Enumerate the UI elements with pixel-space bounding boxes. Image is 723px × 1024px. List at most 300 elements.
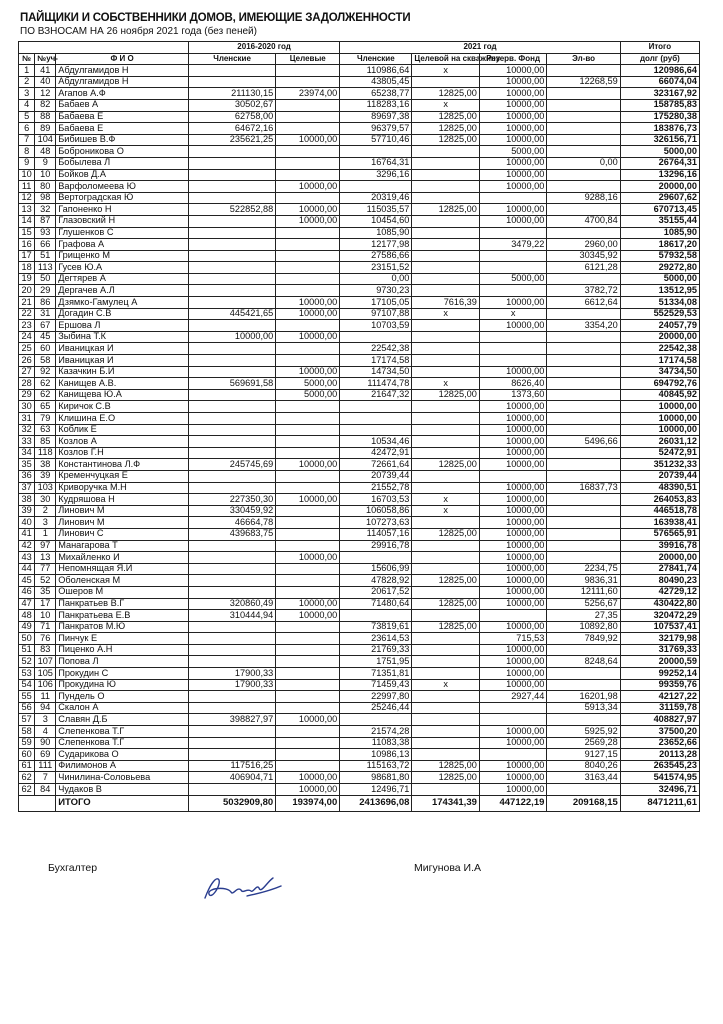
cell-owner-name: Прокудина Ю <box>56 679 189 691</box>
cell-membership-2021: 21552,78 <box>340 482 412 494</box>
cell-membership-2016: 46664,78 <box>188 517 275 529</box>
table-row <box>19 215 700 227</box>
cell-well-2021 <box>412 552 480 564</box>
cell-target-2016 <box>276 123 340 135</box>
table-row <box>19 575 700 587</box>
cell-reserve-2021: 10000,00 <box>479 447 547 459</box>
cell-electricity <box>547 644 620 656</box>
cell-membership-2021: 10703,59 <box>340 320 412 332</box>
table-row <box>19 621 700 633</box>
cell-owner-name: Филимонов А <box>56 760 189 772</box>
col-header-target-2016: Целевые <box>276 53 340 65</box>
cell-well-2021 <box>412 714 480 726</box>
cell-total-debt: 40845,92 <box>620 389 699 401</box>
cell-reserve-2021: 10000,00 <box>479 737 547 749</box>
cell-row-number: 55 <box>19 691 35 703</box>
cell-well-2021 <box>412 169 480 181</box>
cell-owner-name: Грищенко М <box>56 250 189 262</box>
col-header-electricity: Эл-во <box>547 53 620 65</box>
cell-target-2016 <box>276 633 340 645</box>
cell-target-2016: 10000,00 <box>276 181 340 193</box>
cell-target-2016 <box>276 146 340 158</box>
cell-row-number: 4 <box>19 99 35 111</box>
cell-target-2016 <box>276 668 340 680</box>
cell-owner-name: Сударикова О <box>56 749 189 761</box>
table-row <box>19 88 700 100</box>
cell-membership-2021: 25246,44 <box>340 702 412 714</box>
cell-well-2021 <box>412 633 480 645</box>
cell-electricity <box>547 447 620 459</box>
table-row <box>19 250 700 262</box>
cell-electricity <box>547 494 620 506</box>
cell-well-2021 <box>412 227 480 239</box>
table-row <box>19 123 700 135</box>
cell-target-2016: 10000,00 <box>276 297 340 309</box>
cell-membership-2021: 12177,98 <box>340 239 412 251</box>
cell-plot-number: 97 <box>35 540 56 552</box>
cell-membership-2021: 12496,71 <box>340 784 412 796</box>
cell-target-2016: 10000,00 <box>276 598 340 610</box>
cell-reserve-2021 <box>479 610 547 622</box>
cell-total-debt: 552529,53 <box>620 308 699 320</box>
cell-electricity: 2960,00 <box>547 239 620 251</box>
cell-target-2016 <box>276 227 340 239</box>
cell-membership-2021: 20319,46 <box>340 192 412 204</box>
cell-plot-number: 62 <box>35 389 56 401</box>
cell-membership-2016 <box>188 621 275 633</box>
cell-row-number: 14 <box>19 215 35 227</box>
cell-electricity: 2234,75 <box>547 563 620 575</box>
cell-total-debt: 52472,91 <box>620 447 699 459</box>
cell-electricity: 10892,80 <box>547 621 620 633</box>
table-row <box>19 331 700 343</box>
cell-total-debt: 541574,95 <box>620 772 699 784</box>
cell-electricity <box>547 459 620 471</box>
cell-membership-2016: 406904,71 <box>188 772 275 784</box>
cell-membership-2016 <box>188 691 275 703</box>
cell-membership-2021 <box>340 331 412 343</box>
cell-total-debt: 99252,14 <box>620 668 699 680</box>
cell-membership-2016: 235621,25 <box>188 134 275 146</box>
cell-membership-2016 <box>188 413 275 425</box>
cell-target-2016: 5000,00 <box>276 378 340 390</box>
cell-membership-2021: 43805,45 <box>340 76 412 88</box>
cell-total-debt: 57932,58 <box>620 250 699 262</box>
cell-well-2021: x <box>412 505 480 517</box>
cell-plot-number: 30 <box>35 494 56 506</box>
cell-well-2021: 12825,00 <box>412 772 480 784</box>
cell-electricity: 12111,60 <box>547 586 620 598</box>
cell-target-2016 <box>276 482 340 494</box>
table-row <box>19 192 700 204</box>
cell-plot-number: 85 <box>35 436 56 448</box>
cell-plot-number: 51 <box>35 250 56 262</box>
cell-membership-2016 <box>188 575 275 587</box>
cell-owner-name: Киричок С.В <box>56 401 189 413</box>
cell-row-number: 38 <box>19 494 35 506</box>
cell-membership-2021: 89697,38 <box>340 111 412 123</box>
table-row <box>19 447 700 459</box>
cell-well-2021 <box>412 215 480 227</box>
cell-reserve-2021: 10000,00 <box>479 123 547 135</box>
cell-row-number: 25 <box>19 343 35 355</box>
cell-well-2021 <box>412 355 480 367</box>
cell-total-debt: 320472,29 <box>620 610 699 622</box>
cell-target-2016 <box>276 656 340 668</box>
cell-total-debt: 263545,23 <box>620 760 699 772</box>
cell-total-debt: 35155,44 <box>620 215 699 227</box>
signature-image <box>197 872 287 906</box>
cell-owner-name: Ершова Л <box>56 320 189 332</box>
cell-membership-2016 <box>188 389 275 401</box>
cell-owner-name: Чудаков В <box>56 784 189 796</box>
cell-membership-2021: 42472,91 <box>340 447 412 459</box>
cell-well-2021: 12825,00 <box>412 88 480 100</box>
cell-well-2021: 12825,00 <box>412 575 480 587</box>
table-row <box>19 702 700 714</box>
cell-membership-2016: 62758,00 <box>188 111 275 123</box>
cell-total-debt: 26764,31 <box>620 157 699 169</box>
cell-electricity <box>547 517 620 529</box>
cell-total-debt: 163938,41 <box>620 517 699 529</box>
table-row <box>19 308 700 320</box>
cell-membership-2016 <box>188 169 275 181</box>
cell-plot-number: 88 <box>35 111 56 123</box>
cell-owner-name: Пундель О <box>56 691 189 703</box>
cell-membership-2016 <box>188 239 275 251</box>
cell-well-2021 <box>412 157 480 169</box>
group-header-2021: 2021 год <box>340 42 621 54</box>
cell-membership-2016 <box>188 447 275 459</box>
cell-plot-number: 105 <box>35 668 56 680</box>
table-row <box>19 157 700 169</box>
cell-row-number: 52 <box>19 656 35 668</box>
cell-total-debt: 27841,74 <box>620 563 699 575</box>
cell-membership-2021 <box>340 413 412 425</box>
cell-reserve-2021 <box>479 227 547 239</box>
cell-electricity: 9836,31 <box>547 575 620 587</box>
cell-well-2021: x <box>412 378 480 390</box>
cell-target-2016 <box>276 586 340 598</box>
cell-membership-2021: 16764,31 <box>340 157 412 169</box>
cell-total-debt: 32496,71 <box>620 784 699 796</box>
cell-membership-2021 <box>340 610 412 622</box>
cell-well-2021: 12825,00 <box>412 598 480 610</box>
cell-electricity: 5925,92 <box>547 726 620 738</box>
cell-owner-name: Криворучка М.Н <box>56 482 189 494</box>
cell-owner-name: Бобылева Л <box>56 157 189 169</box>
cell-plot-number: 93 <box>35 227 56 239</box>
table-row <box>19 679 700 691</box>
cell-owner-name: Бойков Д.А <box>56 169 189 181</box>
cell-reserve-2021: 10000,00 <box>479 644 547 656</box>
accountant-label: Бухгалтер <box>48 862 98 874</box>
table-row <box>19 586 700 598</box>
cell-electricity: 12268,59 <box>547 76 620 88</box>
cell-target-2016: 10000,00 <box>276 494 340 506</box>
cell-total-debt: 22542,38 <box>620 343 699 355</box>
cell-well-2021 <box>412 262 480 274</box>
cell-electricity: 3163,44 <box>547 772 620 784</box>
table-row <box>19 65 700 77</box>
cell-row-number: 35 <box>19 459 35 471</box>
cell-owner-name: Канищева Ю.А <box>56 389 189 401</box>
cell-row-number: 37 <box>19 482 35 494</box>
cell-row-number: 7 <box>19 134 35 146</box>
cell-row-number: 54 <box>19 679 35 691</box>
cell-total-debt: 20000,59 <box>620 656 699 668</box>
cell-plot-number: 94 <box>35 702 56 714</box>
cell-total-debt: 20739,44 <box>620 470 699 482</box>
cell-reserve-2021: 10000,00 <box>479 540 547 552</box>
cell-plot-number: 79 <box>35 413 56 425</box>
cell-reserve-2021: 10000,00 <box>479 784 547 796</box>
cell-reserve-2021: 10000,00 <box>479 297 547 309</box>
table-row <box>19 169 700 181</box>
cell-plot-number: 3 <box>35 714 56 726</box>
cell-reserve-2021: 10000,00 <box>479 204 547 216</box>
cell-reserve-2021: 10000,00 <box>479 726 547 738</box>
cell-electricity <box>547 540 620 552</box>
cell-target-2016 <box>276 273 340 285</box>
cell-target-2016: 10000,00 <box>276 772 340 784</box>
cell-plot-number: 38 <box>35 459 56 471</box>
cell-membership-2021: 106058,86 <box>340 505 412 517</box>
cell-membership-2016 <box>188 192 275 204</box>
cell-membership-2021: 1751,95 <box>340 656 412 668</box>
cell-total-debt: 10000,00 <box>620 413 699 425</box>
cell-electricity <box>547 146 620 158</box>
cell-plot-number: 39 <box>35 470 56 482</box>
cell-total-debt: 51334,08 <box>620 297 699 309</box>
cell-reserve-2021: 10000,00 <box>479 598 547 610</box>
table-row <box>19 436 700 448</box>
cell-reserve-2021 <box>479 285 547 297</box>
table-row <box>19 784 700 796</box>
cell-reserve-2021: 10000,00 <box>479 215 547 227</box>
cell-well-2021 <box>412 436 480 448</box>
cell-membership-2016: 522852,88 <box>188 204 275 216</box>
cell-plot-number: 45 <box>35 331 56 343</box>
cell-electricity <box>547 99 620 111</box>
cell-reserve-2021: 10000,00 <box>479 413 547 425</box>
cell-membership-2016: 17900,33 <box>188 679 275 691</box>
cell-well-2021 <box>412 726 480 738</box>
cell-electricity: 5496,66 <box>547 436 620 448</box>
table-row <box>19 111 700 123</box>
cell-total-debt: 576565,91 <box>620 528 699 540</box>
cell-membership-2016 <box>188 552 275 564</box>
cell-owner-name: Непомнящая Я.И <box>56 563 189 575</box>
cell-membership-2021: 72661,64 <box>340 459 412 471</box>
cell-owner-name: Дергачев А.Л <box>56 285 189 297</box>
cell-reserve-2021: 10000,00 <box>479 482 547 494</box>
cell-plot-number: 1 <box>35 528 56 540</box>
cell-electricity: 27,35 <box>547 610 620 622</box>
cell-owner-name: Константинова Л.Ф <box>56 459 189 471</box>
cell-reserve-2021 <box>479 749 547 761</box>
cell-well-2021: 12825,00 <box>412 389 480 401</box>
cell-membership-2021 <box>340 181 412 193</box>
cell-total-debt: 26031,12 <box>620 436 699 448</box>
cell-membership-2016 <box>188 644 275 656</box>
cell-total-debt: 158785,83 <box>620 99 699 111</box>
cell-well-2021 <box>412 320 480 332</box>
cell-target-2016 <box>276 447 340 459</box>
cell-row-number: 33 <box>19 436 35 448</box>
cell-total-debt: 10000,00 <box>620 401 699 413</box>
cell-membership-2016 <box>188 297 275 309</box>
cell-membership-2021: 71480,64 <box>340 598 412 610</box>
cell-electricity <box>547 355 620 367</box>
cell-well-2021 <box>412 343 480 355</box>
cell-well-2021 <box>412 610 480 622</box>
cell-membership-2021: 110986,64 <box>340 65 412 77</box>
cell-owner-name: Варфоломеева Ю <box>56 181 189 193</box>
cell-plot-number: 58 <box>35 355 56 367</box>
cell-target-2016 <box>276 320 340 332</box>
cell-total-debt: 446518,78 <box>620 505 699 517</box>
cell-owner-name: Догадин С.В <box>56 308 189 320</box>
cell-plot-number: 103 <box>35 482 56 494</box>
cell-electricity: 30345,92 <box>547 250 620 262</box>
cell-membership-2016 <box>188 157 275 169</box>
cell-electricity: 5256,67 <box>547 598 620 610</box>
cell-row-number: 23 <box>19 320 35 332</box>
cell-membership-2021: 3296,16 <box>340 169 412 181</box>
cell-membership-2016 <box>188 737 275 749</box>
cell-electricity: 6612,64 <box>547 297 620 309</box>
cell-total-debt: 20113,28 <box>620 749 699 761</box>
cell-owner-name: Вертоградская Ю <box>56 192 189 204</box>
cell-owner-name: Иваницкая И <box>56 343 189 355</box>
cell-electricity: 3782,72 <box>547 285 620 297</box>
cell-well-2021 <box>412 146 480 158</box>
cell-reserve-2021: 10000,00 <box>479 656 547 668</box>
cell-membership-2021: 96379,57 <box>340 123 412 135</box>
totals-well-2021: 174341,39 <box>412 795 480 811</box>
cell-target-2016 <box>276 563 340 575</box>
cell-electricity: 16201,98 <box>547 691 620 703</box>
cell-total-debt: 351232,33 <box>620 459 699 471</box>
cell-well-2021 <box>412 470 480 482</box>
cell-membership-2021: 97107,88 <box>340 308 412 320</box>
cell-owner-name: Коблик Е <box>56 424 189 436</box>
cell-total-debt: 264053,83 <box>620 494 699 506</box>
cell-row-number: 46 <box>19 586 35 598</box>
col-header-membership-2016: Членские <box>188 53 275 65</box>
table-row <box>19 610 700 622</box>
cell-total-debt: 183876,73 <box>620 123 699 135</box>
cell-well-2021 <box>412 737 480 749</box>
cell-membership-2021: 16703,53 <box>340 494 412 506</box>
cell-electricity <box>547 401 620 413</box>
cell-membership-2016 <box>188 563 275 575</box>
cell-reserve-2021: 10000,00 <box>479 505 547 517</box>
cell-row-number: 16 <box>19 239 35 251</box>
cell-electricity: 8040,26 <box>547 760 620 772</box>
cell-well-2021 <box>412 563 480 575</box>
cell-reserve-2021: 10000,00 <box>479 65 547 77</box>
cell-owner-name: Козлов А <box>56 436 189 448</box>
cell-owner-name: Чинилина-Соловьева <box>56 772 189 784</box>
cell-electricity <box>547 470 620 482</box>
cell-plot-number: 35 <box>35 586 56 598</box>
cell-row-number: 56 <box>19 702 35 714</box>
cell-well-2021 <box>412 285 480 297</box>
cell-membership-2021: 27586,66 <box>340 250 412 262</box>
cell-reserve-2021: 10000,00 <box>479 181 547 193</box>
cell-total-debt: 107537,41 <box>620 621 699 633</box>
cell-target-2016 <box>276 760 340 772</box>
cell-well-2021: x <box>412 494 480 506</box>
cell-electricity <box>547 714 620 726</box>
table-row <box>19 760 700 772</box>
document-title: ПАЙЩИКИ И СОБСТВЕННИКИ ДОМОВ, ИМЕЮЩИЕ ЗАДОЛЖЕННОСТИ <box>20 12 411 24</box>
cell-total-debt: 29272,80 <box>620 262 699 274</box>
totals-target-2016: 193974,00 <box>276 795 340 811</box>
cell-target-2016 <box>276 691 340 703</box>
cell-membership-2016 <box>188 355 275 367</box>
cell-target-2016: 10000,00 <box>276 308 340 320</box>
cell-membership-2016 <box>188 273 275 285</box>
cell-row-number: 34 <box>19 447 35 459</box>
cell-plot-number: 92 <box>35 366 56 378</box>
cell-membership-2016: 445421,65 <box>188 308 275 320</box>
cell-total-debt: 31159,78 <box>620 702 699 714</box>
col-header-total-debt: долг (руб) <box>620 53 699 65</box>
cell-well-2021: 12825,00 <box>412 760 480 772</box>
cell-well-2021 <box>412 413 480 425</box>
cell-target-2016 <box>276 517 340 529</box>
cell-row-number: 39 <box>19 505 35 517</box>
cell-owner-name: Панкратьева Е.В <box>56 610 189 622</box>
cell-well-2021 <box>412 76 480 88</box>
cell-total-debt: 10000,00 <box>620 424 699 436</box>
cell-electricity <box>547 378 620 390</box>
cell-owner-name: Оболенская М <box>56 575 189 587</box>
cell-owner-name: Панкратов М.Ю <box>56 621 189 633</box>
cell-target-2016: 10000,00 <box>276 784 340 796</box>
cell-reserve-2021: 10000,00 <box>479 366 547 378</box>
cell-membership-2021: 29916,78 <box>340 540 412 552</box>
cell-membership-2016 <box>188 401 275 413</box>
cell-membership-2021: 17105,05 <box>340 297 412 309</box>
cell-reserve-2021 <box>479 250 547 262</box>
cell-membership-2016 <box>188 227 275 239</box>
cell-target-2016 <box>276 65 340 77</box>
cell-membership-2021: 114057,16 <box>340 528 412 540</box>
cell-reserve-2021: 10000,00 <box>479 621 547 633</box>
cell-well-2021 <box>412 784 480 796</box>
cell-total-debt: 408827,97 <box>620 714 699 726</box>
cell-target-2016: 10000,00 <box>276 215 340 227</box>
cell-well-2021: 12825,00 <box>412 111 480 123</box>
cell-electricity <box>547 65 620 77</box>
cell-membership-2016 <box>188 784 275 796</box>
cell-owner-name: Бибишев В.Ф <box>56 134 189 146</box>
cell-reserve-2021 <box>479 355 547 367</box>
cell-reserve-2021: 10000,00 <box>479 436 547 448</box>
cell-total-debt: 20000,00 <box>620 181 699 193</box>
cell-membership-2021: 47828,92 <box>340 575 412 587</box>
cell-total-debt: 37500,20 <box>620 726 699 738</box>
cell-membership-2021: 9730,23 <box>340 285 412 297</box>
table-row <box>19 273 700 285</box>
cell-reserve-2021: 10000,00 <box>479 320 547 332</box>
cell-row-number: 59 <box>19 737 35 749</box>
cell-membership-2021 <box>340 401 412 413</box>
